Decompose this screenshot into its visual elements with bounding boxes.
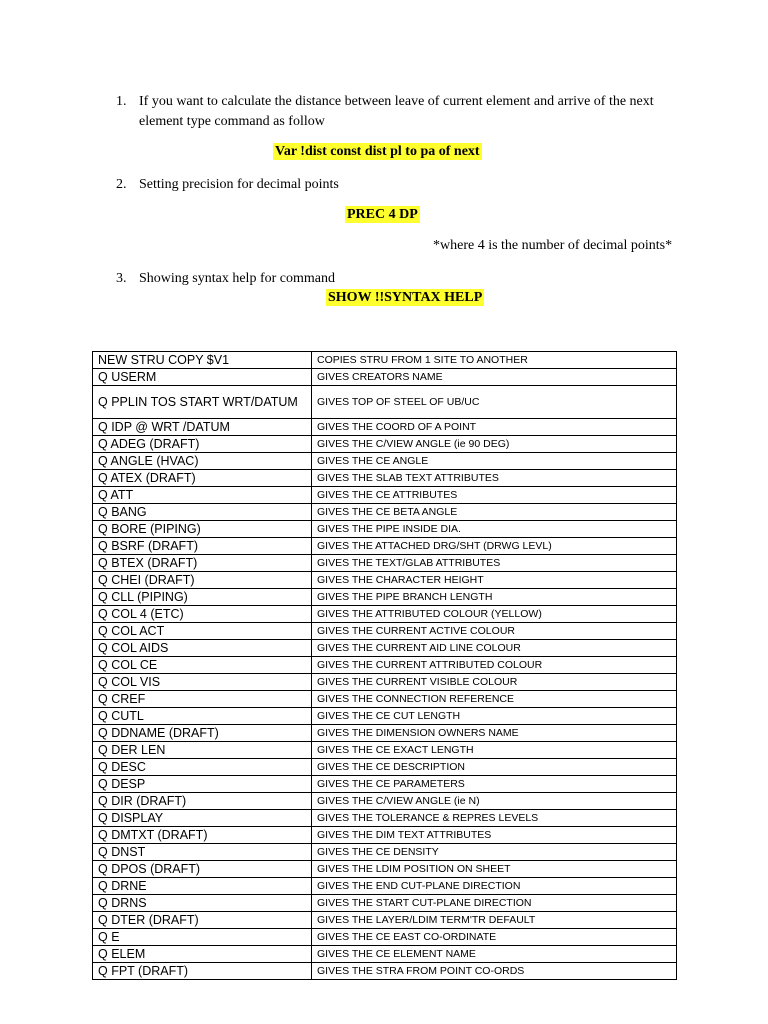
table-row (93, 572, 677, 589)
description-cell: GIVES THE CURRENT VISIBLE COLOUR (312, 674, 677, 691)
command-cell: Q ATT (93, 487, 312, 504)
description-cell: GIVES THE CHARACTER HEIGHT (312, 572, 677, 589)
table-row (93, 742, 677, 759)
item-number: 2. (116, 177, 127, 192)
description-cell: GIVES THE CE ANGLE (312, 453, 677, 470)
description-cell: GIVES THE CE BETA ANGLE (312, 504, 677, 521)
description-cell: GIVES THE LDIM POSITION ON SHEET (312, 861, 677, 878)
table-row (93, 386, 677, 419)
command-cell: Q DER LEN (93, 742, 312, 759)
table-row (93, 657, 677, 674)
description-cell: GIVES THE DIMENSION OWNERS NAME (312, 725, 677, 742)
table-row (93, 776, 677, 793)
command-cell: Q COL VIS (93, 674, 312, 691)
table-row (93, 895, 677, 912)
command-cell: Q ELEM (93, 946, 312, 963)
table-row (93, 759, 677, 776)
table-row (93, 487, 677, 504)
table-row (93, 504, 677, 521)
table-row (93, 793, 677, 810)
description-cell: GIVES THE TEXT/GLAB ATTRIBUTES (312, 555, 677, 572)
description-cell: GIVES CREATORS NAME (312, 369, 677, 386)
table-row (93, 929, 677, 946)
command-cell: Q FPT (DRAFT) (93, 963, 312, 980)
command-cell: Q DIR (DRAFT) (93, 793, 312, 810)
command-cell: Q DRNE (93, 878, 312, 895)
table-row (93, 589, 677, 606)
table-row (93, 725, 677, 742)
table-row (93, 419, 677, 436)
table-row (93, 640, 677, 657)
command-cell: Q DPOS (DRAFT) (93, 861, 312, 878)
item-number: 3. (116, 271, 127, 286)
table-row (93, 623, 677, 640)
command-cell: Q ADEG (DRAFT) (93, 436, 312, 453)
table-row (93, 436, 677, 453)
table-row (93, 369, 677, 386)
command-cell: Q BSRF (DRAFT) (93, 538, 312, 555)
description-cell: GIVES THE START CUT-PLANE DIRECTION (312, 895, 677, 912)
command-cell: Q E (93, 929, 312, 946)
command-cell: Q DRNS (93, 895, 312, 912)
table-row (93, 912, 677, 929)
table-row (93, 708, 677, 725)
command-cell: Q BTEX (DRAFT) (93, 555, 312, 572)
precision-note: *where 4 is the number of decimal points* (433, 238, 673, 253)
description-cell: GIVES THE PIPE BRANCH LENGTH (312, 589, 677, 606)
command-cell: Q BORE (PIPING) (93, 521, 312, 538)
highlighted-command-2: PREC 4 DP (347, 207, 418, 222)
description-cell: GIVES THE CURRENT ACTIVE COLOUR (312, 623, 677, 640)
command-cell: Q DESC (93, 759, 312, 776)
command-table (92, 351, 677, 980)
command-cell: Q ATEX (DRAFT) (93, 470, 312, 487)
description-cell: GIVES THE CONNECTION REFERENCE (312, 691, 677, 708)
table-row (93, 878, 677, 895)
command-cell: Q COL ACT (93, 623, 312, 640)
command-cell: Q ANGLE (HVAC) (93, 453, 312, 470)
description-cell: GIVES THE CE DENSITY (312, 844, 677, 861)
item-text: Setting precision for decimal points (139, 177, 339, 192)
command-cell: Q COL AIDS (93, 640, 312, 657)
description-cell: GIVES THE COORD OF A POINT (312, 419, 677, 436)
description-cell: GIVES THE CE CUT LENGTH (312, 708, 677, 725)
description-cell: GIVES THE CE EXACT LENGTH (312, 742, 677, 759)
table-row (93, 844, 677, 861)
command-cell: Q COL 4 (ETC) (93, 606, 312, 623)
table-row (93, 555, 677, 572)
description-cell: GIVES THE STRA FROM POINT CO-ORDS (312, 963, 677, 980)
description-cell: GIVES THE CE PARAMETERS (312, 776, 677, 793)
command-cell: Q DMTXT (DRAFT) (93, 827, 312, 844)
table-row (93, 810, 677, 827)
description-cell: GIVES THE END CUT-PLANE DIRECTION (312, 878, 677, 895)
table-row (93, 691, 677, 708)
command-cell: Q DISPLAY (93, 810, 312, 827)
table-row (93, 827, 677, 844)
description-cell: GIVES THE CURRENT AID LINE COLOUR (312, 640, 677, 657)
description-cell: COPIES STRU FROM 1 SITE TO ANOTHER (312, 352, 677, 369)
command-table-body (93, 352, 677, 980)
command-cell: Q COL CE (93, 657, 312, 674)
description-cell: GIVES THE CURRENT ATTRIBUTED COLOUR (312, 657, 677, 674)
description-cell: GIVES THE CE DESCRIPTION (312, 759, 677, 776)
description-cell: GIVES TOP OF STEEL OF UB/UC (312, 386, 677, 419)
command-cell: Q CREF (93, 691, 312, 708)
item-number: 1. (116, 94, 127, 109)
description-cell: GIVES THE C/VIEW ANGLE (ie 90 DEG) (312, 436, 677, 453)
table-row (93, 521, 677, 538)
description-cell: GIVES THE ATTACHED DRG/SHT (DRWG LEVL) (312, 538, 677, 555)
command-cell: NEW STRU COPY $V1 (93, 352, 312, 369)
table-row (93, 470, 677, 487)
command-cell: Q CHEI (DRAFT) (93, 572, 312, 589)
table-row (93, 352, 677, 369)
description-cell: GIVES THE CE ELEMENT NAME (312, 946, 677, 963)
item-text: Showing syntax help for command (139, 271, 335, 286)
description-cell: GIVES THE CE ATTRIBUTES (312, 487, 677, 504)
command-cell: Q DNST (93, 844, 312, 861)
table-row (93, 606, 677, 623)
command-cell: Q CLL (PIPING) (93, 589, 312, 606)
command-cell: Q DESP (93, 776, 312, 793)
description-cell: GIVES THE SLAB TEXT ATTRIBUTES (312, 470, 677, 487)
item-text: If you want to calculate the distance between leave of current element and arrive of the next element type command as follow (139, 94, 654, 129)
description-cell: GIVES THE CE EAST CO-ORDINATE (312, 929, 677, 946)
table-row (93, 453, 677, 470)
command-cell: Q DDNAME (DRAFT) (93, 725, 312, 742)
description-cell: GIVES THE DIM TEXT ATTRIBUTES (312, 827, 677, 844)
command-cell: Q PPLIN TOS START WRT/DATUM (93, 386, 312, 419)
highlighted-command-1: Var !dist const dist pl to pa of next (275, 144, 480, 159)
table-row (93, 674, 677, 691)
highlighted-command-3: SHOW !!SYNTAX HELP (328, 290, 483, 305)
command-cell: Q USERM (93, 369, 312, 386)
table-row (93, 538, 677, 555)
description-cell: GIVES THE TOLERANCE & REPRES LEVELS (312, 810, 677, 827)
description-cell: GIVES THE ATTRIBUTED COLOUR (YELLOW) (312, 606, 677, 623)
command-cell: Q IDP @ WRT /DATUM (93, 419, 312, 436)
table-row (93, 963, 677, 980)
command-cell: Q CUTL (93, 708, 312, 725)
description-cell: GIVES THE PIPE INSIDE DIA. (312, 521, 677, 538)
description-cell: GIVES THE C/VIEW ANGLE (ie N) (312, 793, 677, 810)
table-row (93, 861, 677, 878)
command-cell: Q BANG (93, 504, 312, 521)
description-cell: GIVES THE LAYER/LDIM TERM'TR DEFAULT (312, 912, 677, 929)
table-row (93, 946, 677, 963)
command-cell: Q DTER (DRAFT) (93, 912, 312, 929)
